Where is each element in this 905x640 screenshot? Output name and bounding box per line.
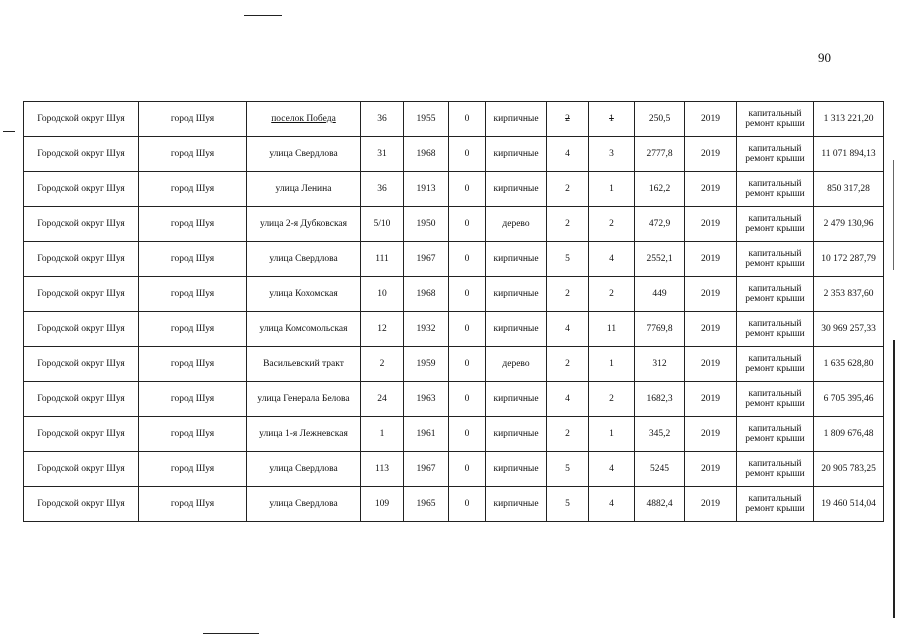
table-row xyxy=(24,137,884,172)
entrances-cell: 11 xyxy=(589,312,635,347)
build-year-cell: 1955 xyxy=(404,102,449,137)
floors-cell: 4 xyxy=(547,382,589,417)
district-cell: Городской округ Шуя xyxy=(24,242,139,277)
floors-cell: 2 xyxy=(547,172,589,207)
district-cell: Городской округ Шуя xyxy=(24,382,139,417)
plan-year-cell: 2019 xyxy=(685,137,737,172)
house-number-cell: 109 xyxy=(361,487,404,522)
table-row xyxy=(24,487,884,522)
city-cell: город Шуя xyxy=(139,452,247,487)
table-row xyxy=(24,277,884,312)
street-cell: улица 1-я Лежневская xyxy=(247,417,361,452)
work-type-cell: капитальный ремонт крыши xyxy=(737,312,814,347)
plan-year-cell: 2019 xyxy=(685,487,737,522)
cost-cell: 19 460 514,04 xyxy=(814,487,884,522)
city-cell: город Шуя xyxy=(139,207,247,242)
plan-year-cell: 2019 xyxy=(685,452,737,487)
zero-cell: 0 xyxy=(449,137,486,172)
street-cell: улица Свердлова xyxy=(247,452,361,487)
zero-cell: 0 xyxy=(449,242,486,277)
work-type-cell: капитальный ремонт крыши xyxy=(737,207,814,242)
entrances-cell: 3 xyxy=(589,137,635,172)
area-cell: 449 xyxy=(635,277,685,312)
district-cell: Городской округ Шуя xyxy=(24,452,139,487)
house-number-cell: 24 xyxy=(361,382,404,417)
area-cell: 2552,1 xyxy=(635,242,685,277)
wall-material-cell: дерево xyxy=(486,207,547,242)
entrances-cell: 1 xyxy=(589,347,635,382)
entrances-cell: 1 xyxy=(589,172,635,207)
zero-cell: 0 xyxy=(449,207,486,242)
wall-material-cell: кирпичные xyxy=(486,382,547,417)
area-cell: 250,5 xyxy=(635,102,685,137)
district-cell: Городской округ Шуя xyxy=(24,347,139,382)
build-year-cell: 1968 xyxy=(404,137,449,172)
city-cell: город Шуя xyxy=(139,417,247,452)
house-number-cell: 36 xyxy=(361,102,404,137)
district-cell: Городской округ Шуя xyxy=(24,487,139,522)
build-year-cell: 1968 xyxy=(404,277,449,312)
cost-cell: 20 905 783,25 xyxy=(814,452,884,487)
work-type-cell: капитальный ремонт крыши xyxy=(737,347,814,382)
zero-cell: 0 xyxy=(449,382,486,417)
street-cell: улица Генерала Белова xyxy=(247,382,361,417)
work-type-cell: капитальный ремонт крыши xyxy=(737,487,814,522)
city-cell: город Шуя xyxy=(139,312,247,347)
house-number-cell: 1 xyxy=(361,417,404,452)
wall-material-cell: дерево xyxy=(486,347,547,382)
city-cell: город Шуя xyxy=(139,137,247,172)
work-type-cell: капитальный ремонт крыши xyxy=(737,137,814,172)
city-cell: город Шуя xyxy=(139,242,247,277)
floors-cell: 2 xyxy=(547,347,589,382)
scan-artifact-line xyxy=(3,131,15,132)
house-number-cell: 10 xyxy=(361,277,404,312)
plan-year-cell: 2019 xyxy=(685,172,737,207)
zero-cell: 0 xyxy=(449,452,486,487)
cost-cell: 850 317,28 xyxy=(814,172,884,207)
entrances-cell: 4 xyxy=(589,487,635,522)
cost-cell: 1 313 221,20 xyxy=(814,102,884,137)
street-cell: улица Свердлова xyxy=(247,487,361,522)
work-type-cell: капитальный ремонт крыши xyxy=(737,382,814,417)
work-type-cell: капитальный ремонт крыши xyxy=(737,277,814,312)
plan-year-cell: 2019 xyxy=(685,277,737,312)
cost-cell: 2 353 837,60 xyxy=(814,277,884,312)
floors-cell: 2 xyxy=(547,207,589,242)
house-number-cell: 2 xyxy=(361,347,404,382)
table-row xyxy=(24,102,884,137)
table-row xyxy=(24,417,884,452)
entrances-cell: 2 xyxy=(589,382,635,417)
floors-cell: 2 xyxy=(547,417,589,452)
zero-cell: 0 xyxy=(449,312,486,347)
zero-cell: 0 xyxy=(449,347,486,382)
floors-cell: 2 xyxy=(547,102,589,137)
cost-cell: 1 635 628,80 xyxy=(814,347,884,382)
area-cell: 7769,8 xyxy=(635,312,685,347)
work-type-cell: капитальный ремонт крыши xyxy=(737,242,814,277)
area-cell: 1682,3 xyxy=(635,382,685,417)
table-row xyxy=(24,452,884,487)
zero-cell: 0 xyxy=(449,417,486,452)
floors-cell: 4 xyxy=(547,137,589,172)
work-type-cell: капитальный ремонт крыши xyxy=(737,172,814,207)
build-year-cell: 1950 xyxy=(404,207,449,242)
zero-cell: 0 xyxy=(449,102,486,137)
entrances-cell: 1 xyxy=(589,102,635,137)
cost-cell: 2 479 130,96 xyxy=(814,207,884,242)
floors-cell: 5 xyxy=(547,487,589,522)
street-cell: улица Свердлова xyxy=(247,242,361,277)
city-cell: город Шуя xyxy=(139,487,247,522)
plan-year-cell: 2019 xyxy=(685,312,737,347)
wall-material-cell: кирпичные xyxy=(486,102,547,137)
district-cell: Городской округ Шуя xyxy=(24,102,139,137)
street-cell: Васильевский тракт xyxy=(247,347,361,382)
scan-artifact-line xyxy=(893,340,895,618)
area-cell: 472,9 xyxy=(635,207,685,242)
street-cell: улица Ленина xyxy=(247,172,361,207)
district-cell: Городской округ Шуя xyxy=(24,207,139,242)
area-cell: 5245 xyxy=(635,452,685,487)
entrances-cell: 1 xyxy=(589,417,635,452)
wall-material-cell: кирпичные xyxy=(486,487,547,522)
wall-material-cell: кирпичные xyxy=(486,172,547,207)
wall-material-cell: кирпичные xyxy=(486,452,547,487)
work-type-cell: капитальный ремонт крыши xyxy=(737,417,814,452)
city-cell: город Шуя xyxy=(139,277,247,312)
housing-register-table xyxy=(23,101,884,522)
plan-year-cell: 2019 xyxy=(685,417,737,452)
zero-cell: 0 xyxy=(449,487,486,522)
table-row xyxy=(24,172,884,207)
cost-cell: 6 705 395,46 xyxy=(814,382,884,417)
floors-cell: 5 xyxy=(547,242,589,277)
table-row xyxy=(24,347,884,382)
house-number-cell: 111 xyxy=(361,242,404,277)
area-cell: 2777,8 xyxy=(635,137,685,172)
work-type-cell: капитальный ремонт крыши xyxy=(737,102,814,137)
scan-artifact-line xyxy=(203,633,259,634)
build-year-cell: 1967 xyxy=(404,242,449,277)
entrances-cell: 2 xyxy=(589,277,635,312)
street-cell: улица Свердлова xyxy=(247,137,361,172)
cost-cell: 1 809 676,48 xyxy=(814,417,884,452)
build-year-cell: 1967 xyxy=(404,452,449,487)
floors-cell: 2 xyxy=(547,277,589,312)
city-cell: город Шуя xyxy=(139,347,247,382)
build-year-cell: 1959 xyxy=(404,347,449,382)
district-cell: Городской округ Шуя xyxy=(24,137,139,172)
city-cell: город Шуя xyxy=(139,102,247,137)
entrances-cell: 2 xyxy=(589,207,635,242)
cost-cell: 30 969 257,33 xyxy=(814,312,884,347)
zero-cell: 0 xyxy=(449,277,486,312)
street-cell: поселок Победа xyxy=(247,102,361,137)
wall-material-cell: кирпичные xyxy=(486,277,547,312)
page-number: 90 xyxy=(818,50,831,65)
house-number-cell: 113 xyxy=(361,452,404,487)
floors-cell: 4 xyxy=(547,312,589,347)
scan-artifact-line xyxy=(244,15,282,16)
area-cell: 4882,4 xyxy=(635,487,685,522)
district-cell: Городской округ Шуя xyxy=(24,172,139,207)
table-row xyxy=(24,207,884,242)
area-cell: 162,2 xyxy=(635,172,685,207)
entrances-cell: 4 xyxy=(589,452,635,487)
wall-material-cell: кирпичные xyxy=(486,137,547,172)
cost-cell: 11 071 894,13 xyxy=(814,137,884,172)
entrances-cell: 4 xyxy=(589,242,635,277)
plan-year-cell: 2019 xyxy=(685,102,737,137)
wall-material-cell: кирпичные xyxy=(486,312,547,347)
area-cell: 345,2 xyxy=(635,417,685,452)
house-number-cell: 5/10 xyxy=(361,207,404,242)
wall-material-cell: кирпичные xyxy=(486,242,547,277)
table-row xyxy=(24,242,884,277)
plan-year-cell: 2019 xyxy=(685,347,737,382)
build-year-cell: 1913 xyxy=(404,172,449,207)
district-cell: Городской округ Шуя xyxy=(24,417,139,452)
district-cell: Городской округ Шуя xyxy=(24,277,139,312)
house-number-cell: 31 xyxy=(361,137,404,172)
cost-cell: 10 172 287,79 xyxy=(814,242,884,277)
build-year-cell: 1963 xyxy=(404,382,449,417)
plan-year-cell: 2019 xyxy=(685,382,737,417)
plan-year-cell: 2019 xyxy=(685,242,737,277)
street-cell: улица Кохомская xyxy=(247,277,361,312)
area-cell: 312 xyxy=(635,347,685,382)
table-row xyxy=(24,382,884,417)
build-year-cell: 1965 xyxy=(404,487,449,522)
build-year-cell: 1932 xyxy=(404,312,449,347)
scan-artifact-line xyxy=(893,160,894,270)
table-row xyxy=(24,312,884,347)
plan-year-cell: 2019 xyxy=(685,207,737,242)
work-type-cell: капитальный ремонт крыши xyxy=(737,452,814,487)
district-cell: Городской округ Шуя xyxy=(24,312,139,347)
zero-cell: 0 xyxy=(449,172,486,207)
build-year-cell: 1961 xyxy=(404,417,449,452)
city-cell: город Шуя xyxy=(139,382,247,417)
house-number-cell: 36 xyxy=(361,172,404,207)
street-cell: улица Комсомольская xyxy=(247,312,361,347)
street-cell: улица 2-я Дубковская xyxy=(247,207,361,242)
wall-material-cell: кирпичные xyxy=(486,417,547,452)
city-cell: город Шуя xyxy=(139,172,247,207)
floors-cell: 5 xyxy=(547,452,589,487)
house-number-cell: 12 xyxy=(361,312,404,347)
